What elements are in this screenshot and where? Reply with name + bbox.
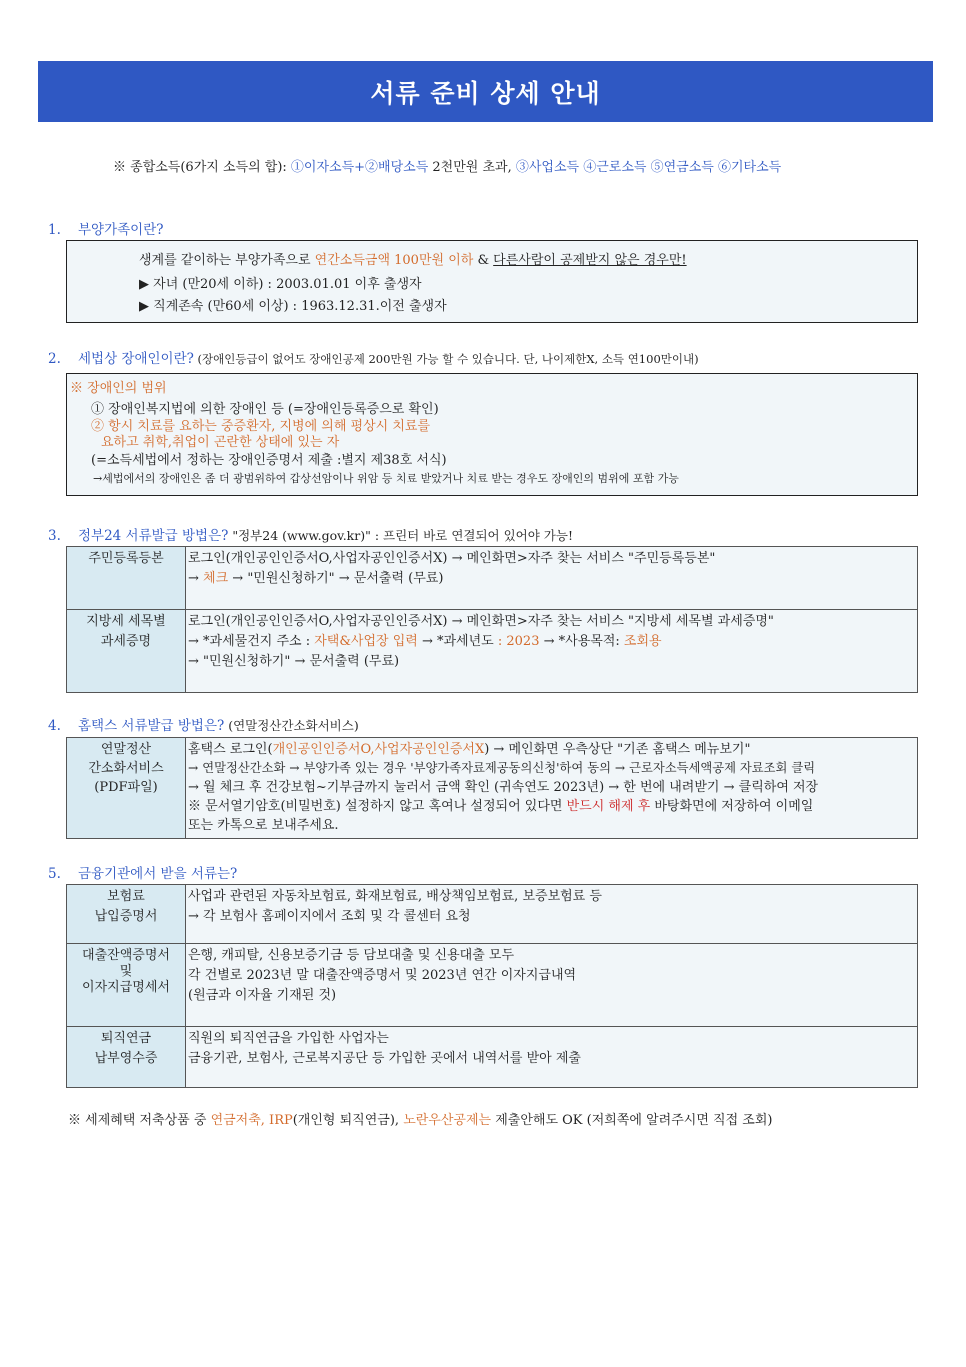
section-5-heading bbox=[48, 862, 237, 882]
content-line: 또는 카톡으로 보내주세요. bbox=[188, 818, 339, 833]
row-header-label: 보험료 bbox=[107, 889, 145, 904]
disability-box-title: ※ 장애인의 범위 bbox=[70, 381, 167, 396]
row-header-label: 주민등록등본 bbox=[88, 551, 164, 566]
content-line: → 각 보험사 홈페이지에서 조회 및 각 콜센터 요청 bbox=[188, 909, 471, 924]
intro-income-4: ④근로소득 bbox=[583, 160, 647, 175]
highlight: : 2023 bbox=[497, 634, 540, 649]
row-header bbox=[67, 610, 186, 693]
footer-note bbox=[68, 1109, 772, 1128]
content-line: (원금과 이자율 기재된 것) bbox=[188, 988, 337, 1003]
section-number: 5. bbox=[48, 866, 61, 882]
row-header-label: 과세증명 bbox=[100, 634, 152, 649]
text: → *사용목적: bbox=[539, 634, 624, 649]
text: & bbox=[473, 253, 494, 268]
section-note-highlight: 소득 연100만이내 bbox=[601, 352, 695, 366]
intro-income-1-2: ①이자소득+②배당소득 bbox=[290, 160, 429, 175]
intro-prefix: ※ 종합소득(6가지 소득의 합): bbox=[113, 160, 291, 175]
content-line: → "민원신청하기" → 문서출력 (무료) bbox=[188, 654, 400, 669]
text: (개인형 퇴직연금), bbox=[292, 1113, 404, 1128]
section-note: "정부24 (www.gov.kr)" : 프린터 바로 연결되어 있어야 가능! bbox=[228, 528, 573, 543]
content-line bbox=[188, 632, 915, 652]
highlight: 조회용 bbox=[623, 634, 662, 649]
row-header-label: (PDF파일) bbox=[94, 780, 158, 795]
section-title: 부양가족이란? bbox=[78, 222, 164, 238]
row-header-label: 연말정산 bbox=[100, 742, 152, 757]
row-header bbox=[67, 738, 186, 839]
section-title: 홈택스 서류발급 방법은? bbox=[78, 718, 225, 734]
section-number: 3. bbox=[48, 528, 61, 544]
intro-line bbox=[113, 156, 781, 175]
row-content bbox=[186, 1027, 918, 1088]
section-note: (연말정산간소화서비스) bbox=[224, 718, 359, 733]
condition: 다른사람이 공제받지 않은 경우만! bbox=[493, 253, 687, 268]
row-content bbox=[186, 944, 918, 1027]
content-line bbox=[188, 797, 915, 816]
row-header-label: 간소화서비스 bbox=[88, 761, 164, 776]
disability-box bbox=[66, 373, 918, 496]
section-3-heading bbox=[48, 524, 573, 544]
row-header-label: 이자지급명세서 bbox=[82, 980, 170, 995]
row-header-label: 납부영수증 bbox=[94, 1051, 158, 1066]
text: → bbox=[188, 571, 204, 586]
section-number: 2. bbox=[48, 351, 61, 367]
row-content bbox=[186, 547, 918, 610]
income-limit: 연간소득금액 100만원 이하 bbox=[314, 253, 474, 268]
table-row bbox=[67, 1027, 918, 1088]
disability-line-3: 요하고 취학,취업이 곤란한 상태에 있는 자 bbox=[101, 435, 340, 450]
row-header bbox=[67, 547, 186, 610]
text: ※ 세제혜택 저축상품 중 bbox=[68, 1113, 211, 1128]
content-line: 각 건별로 2023년 말 대출잔액증명서 및 2023년 연간 이자지급내역 bbox=[188, 968, 577, 983]
row-header bbox=[67, 944, 186, 1027]
row-header-label: 및 bbox=[119, 964, 133, 979]
row-header bbox=[67, 1027, 186, 1088]
section-title: 금융기관에서 받을 서류는? bbox=[78, 866, 238, 882]
row-header-label: 납입증명서 bbox=[94, 909, 158, 924]
content-line: 금융기관, 보험사, 근로복지공단 등 가입한 곳에서 내역서를 받아 제출 bbox=[188, 1051, 581, 1066]
content-line: → 연말정산간소화 → 부양가족 있는 경우 '부양가족자료제공동의신청'하여 동의 → 근로자소득세액공제 자료조회 클릭 bbox=[188, 761, 816, 775]
table-row bbox=[67, 738, 918, 839]
text: ) → 메인화면 우측상단 "기존 홈택스 메뉴보기" bbox=[484, 742, 751, 757]
section-title: 정부24 서류발급 방법은? bbox=[78, 528, 229, 544]
text: 홈택스 로그인( bbox=[188, 742, 273, 757]
content-line bbox=[188, 740, 915, 759]
row-header bbox=[67, 885, 186, 944]
text: → *과세물건지 주소 : bbox=[188, 634, 315, 649]
content-line bbox=[188, 569, 915, 589]
disability-line-1: ① 장애인복지법에 의한 장애인 등 (=장애인등록증으로 확인) bbox=[91, 402, 439, 417]
row-header-label: 퇴직연금 bbox=[100, 1031, 152, 1046]
section-4-heading bbox=[48, 714, 359, 734]
content-line: 은행, 캐피탈, 신용보증기금 등 담보대출 및 신용대출 모두 bbox=[188, 948, 515, 963]
section-2-heading bbox=[48, 347, 699, 367]
hometax-table bbox=[66, 737, 918, 839]
section-note: (장애인등급이 없어도 장애인공제 200만원 가능 할 수 있습니다. 단, 나이제한X, bbox=[193, 352, 602, 366]
table-row bbox=[67, 944, 918, 1027]
row-header-label: 지방세 세목별 bbox=[86, 614, 166, 629]
row-header-label: 대출잔액증명서 bbox=[82, 948, 170, 963]
finance-table bbox=[66, 884, 918, 1088]
text: → *과세년도 bbox=[417, 634, 498, 649]
dependents-line-3: ▶ 직계존속 (만60세 이상) : 1963.12.31.이전 출생자 bbox=[139, 299, 447, 314]
section-title: 세법상 장애인이란? bbox=[78, 351, 194, 367]
intro-income-6: ⑥기타소득 bbox=[717, 160, 782, 175]
text: ※ 문서열기암호(비밀번호) 설정하지 않고 혹여나 설정되어 있다면 bbox=[188, 799, 567, 814]
text: 생계를 같이하는 부양가족으로 bbox=[139, 253, 315, 268]
highlight: 체크 bbox=[203, 571, 229, 586]
intro-suffix: 2천만원 초과, bbox=[428, 160, 516, 175]
row-content bbox=[186, 885, 918, 944]
gov24-table bbox=[66, 546, 918, 693]
table-row bbox=[67, 885, 918, 944]
table-row bbox=[67, 547, 918, 610]
disability-line-4: (=소득세법에서 정하는 장애인증명서 제출 :별지 제38호 서식) bbox=[91, 453, 447, 468]
intro-income-5: ⑤연금소득 bbox=[650, 160, 714, 175]
section-note: ) bbox=[694, 352, 699, 366]
text: 제출안해도 OK (저희쪽에 알려주시면 직접 조회) bbox=[491, 1113, 773, 1128]
text: → "민원신청하기" → 문서출력 (무료) bbox=[228, 571, 444, 586]
disability-line-5: →세법에서의 장애인은 좀 더 광범위하여 갑상선암이나 위암 등 치료 받았거나 치료 받는 경우도 장애인의 범위에 포함 가능 bbox=[93, 472, 679, 485]
content-line: → 월 체크 후 건강보험~기부금까지 눌러서 금액 확인 (귀속연도 2023년) → 한 번에 내려받기 → 클릭하여 저장 bbox=[188, 780, 819, 795]
alert-highlight: 반드시 해제 후 bbox=[566, 799, 651, 814]
highlight: 개인공인인증서O,사업자공인인증서X bbox=[272, 742, 485, 757]
highlight: 자택&사업장 입력 bbox=[314, 634, 418, 649]
content-line: 로그인(개인공인인증서O,사업자공인인증서X) → 메인화면>자주 찾는 서비스 "주민등록등본" bbox=[188, 551, 716, 566]
text: 바탕화면에 저장하여 이메일 bbox=[650, 799, 814, 814]
section-number: 4. bbox=[48, 718, 61, 734]
page-title: 서류 준비 상세 안내 bbox=[370, 78, 601, 108]
section-1-heading bbox=[48, 218, 163, 238]
title-banner bbox=[38, 61, 933, 122]
content-line: 직원의 퇴직연금을 가입한 사업자는 bbox=[188, 1031, 389, 1046]
dependents-line-2: ▶ 자녀 (만20세 이하) : 2003.01.01 이후 출생자 bbox=[139, 277, 422, 292]
section-number: 1. bbox=[48, 222, 61, 238]
row-content bbox=[186, 738, 918, 839]
dependents-line-1 bbox=[139, 249, 687, 268]
content-line: 로그인(개인공인인증서O,사업자공인인증서X) → 메인화면>자주 찾는 서비스 "지방세 세목별 과세증명" bbox=[188, 614, 774, 629]
disability-line-2: ② 항시 치료를 요하는 중증환자, 지병에 의해 평상시 치료를 bbox=[91, 419, 431, 434]
dependents-box bbox=[66, 240, 918, 323]
row-content bbox=[186, 610, 918, 693]
content-line: 사업과 관련된 자동차보험료, 화재보험료, 배상책임보험료, 보증보험료 등 bbox=[188, 889, 602, 904]
table-row bbox=[67, 610, 918, 693]
highlight: 연금저축, IRP bbox=[210, 1113, 293, 1128]
highlight: 노란우산공제는 bbox=[403, 1113, 492, 1128]
intro-income-3: ③사업소득 bbox=[515, 160, 580, 175]
